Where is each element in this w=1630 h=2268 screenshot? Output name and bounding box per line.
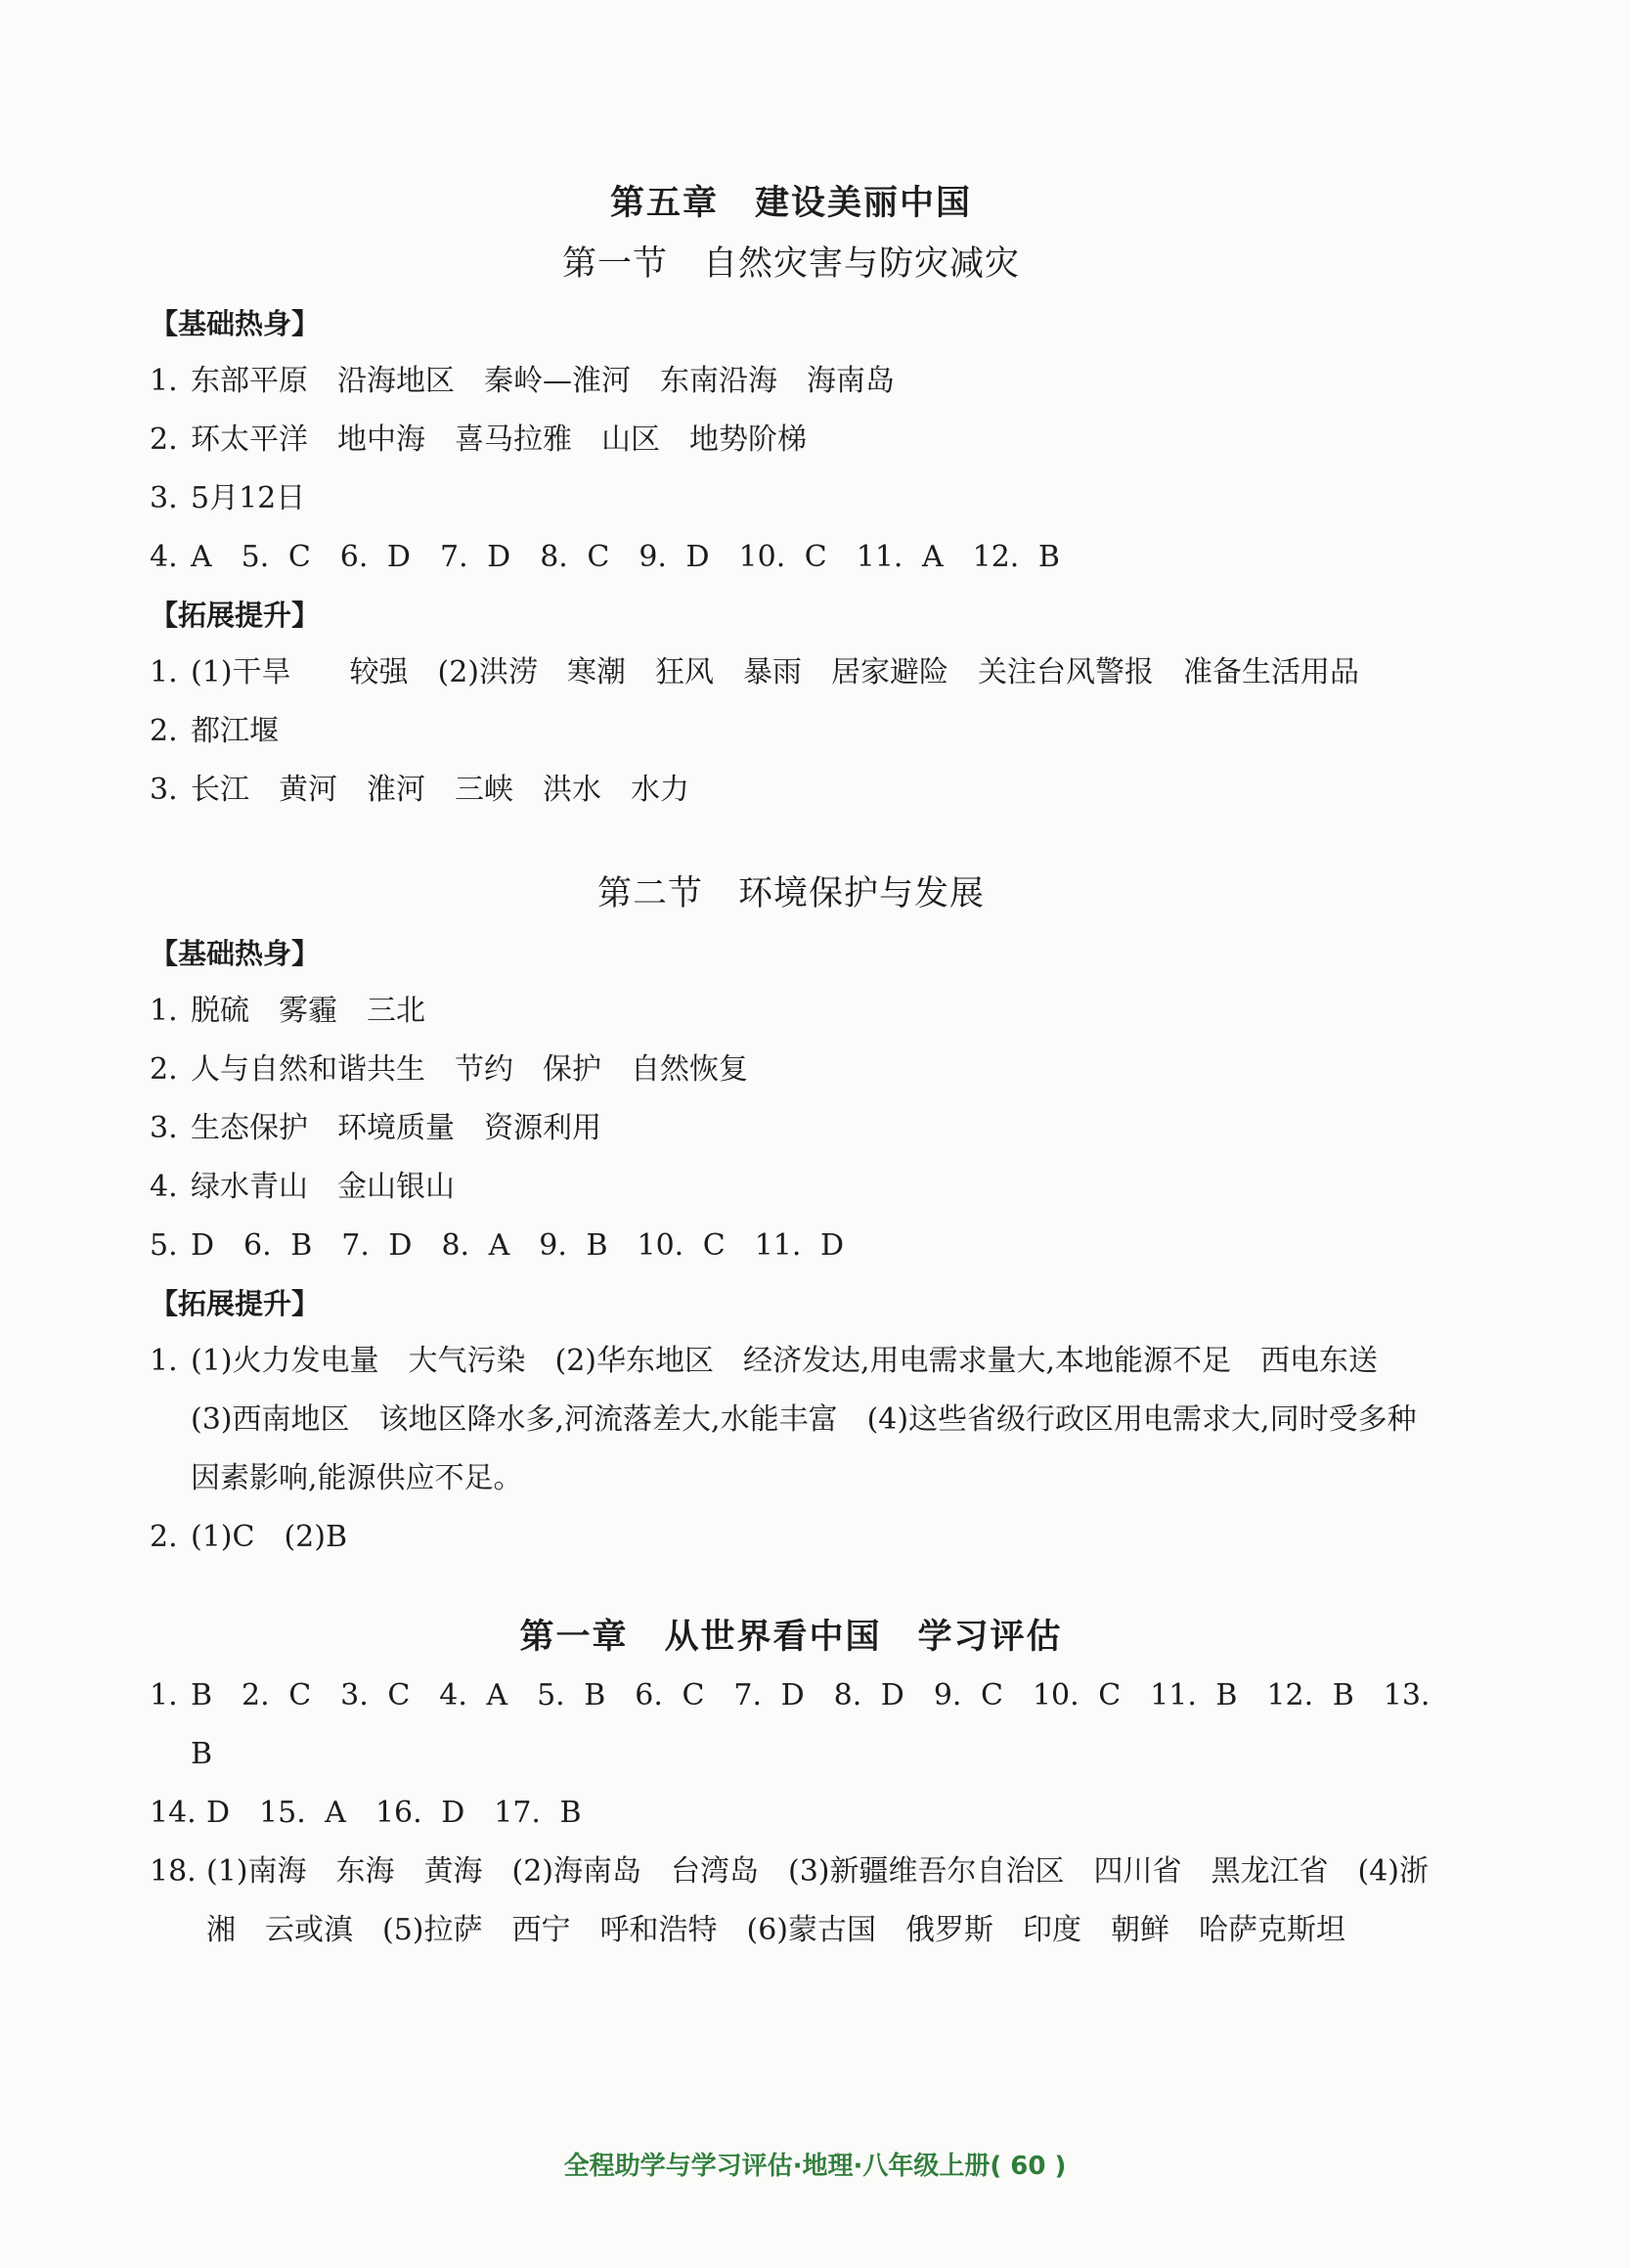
answer-content	[150, 174, 1458, 1960]
block-label-extension: 【拓展提升】	[150, 1287, 321, 1320]
answer-number: 2.	[150, 422, 178, 457]
answer-text: 生态保护 环境质量 资源利用	[191, 1111, 601, 1145]
answer-number: 4.	[150, 540, 178, 574]
answer-text: D 15. A 16. D 17. B	[206, 1796, 582, 1830]
answer-item	[150, 702, 1432, 761]
section-title: 第二节 环境保护与发展	[596, 874, 985, 913]
answer-number: 1.	[150, 364, 178, 398]
answer-text: D 6. B 7. D 8. A 9. B 10. C 11. D	[191, 1228, 844, 1263]
answer-number: 14.	[150, 1796, 197, 1830]
answer-item	[150, 1667, 1449, 1784]
answer-text: (1)火力发电量 大气污染 (2)华东地区 经济发达,用电需求量大,本地能源不足 西电东送 (3)西南地区 该地区降水多,河流落差大,水能丰富 (4)这些省级行政区用电需求大,同时受多种因素影响,能源供应不足。	[191, 1344, 1417, 1495]
spacer	[150, 1567, 1432, 1608]
answer-number: 1.	[150, 994, 178, 1028]
answer-item	[150, 1332, 1432, 1508]
answer-item	[150, 352, 1432, 411]
answer-number: 2.	[150, 1052, 178, 1087]
answer-text: (1)干旱 较强 (2)洪涝 寒潮 狂风 暴雨 居家避险 关注台风警报 准备生活用品	[191, 655, 1359, 689]
block-label-basic: 【基础热身】	[150, 307, 321, 340]
answer-text: 都江堰	[191, 714, 279, 748]
answer-list-evaluation	[150, 1667, 1458, 1960]
page-footer: 全程助学与学习评估·地理·八年级上册( 60 )	[563, 2152, 1067, 2181]
answer-number: 2.	[150, 1520, 178, 1554]
answer-item	[150, 1158, 1432, 1217]
answer-number: 3.	[150, 773, 178, 807]
spacer	[150, 820, 1432, 863]
answer-text: 东部平原 沿海地区 秦岭—淮河 东南沿海 海南岛	[191, 364, 895, 398]
answer-item	[150, 761, 1432, 820]
answer-text: 5月12日	[191, 481, 306, 515]
answer-item	[150, 1508, 1432, 1567]
answer-number: 3.	[150, 481, 178, 515]
section-title: 第一节 自然灾害与防灾减灾	[561, 245, 1020, 284]
answer-number: 5.	[150, 1228, 178, 1263]
answer-item	[150, 644, 1432, 702]
answer-list-basic	[150, 982, 1432, 1275]
block-label-basic: 【基础热身】	[150, 937, 321, 970]
answer-text: 人与自然和谐共生 节约 保护 自然恢复	[191, 1052, 748, 1087]
answer-text: (1)南海 东海 黄海 (2)海南岛 台湾岛 (3)新疆维吾尔自治区 四川省 黑龙江省 (4)浙 湘 云或滇 (5)拉萨 西宁 呼和浩特 (6)蒙古国 俄罗斯 印度 朝鲜 哈萨克斯坦	[206, 1854, 1458, 1947]
answer-item	[150, 469, 1432, 528]
answer-text: 环太平洋 地中海 喜马拉雅 山区 地势阶梯	[191, 422, 807, 457]
answer-item	[150, 1843, 1458, 1960]
block-label-extension: 【拓展提升】	[150, 599, 321, 632]
answer-item	[150, 1099, 1432, 1158]
answer-text: 绿水青山 金山银山	[191, 1170, 455, 1204]
answer-text: 长江 黄河 淮河 三峡 洪水 水力	[191, 773, 689, 807]
answer-number: 4.	[150, 1170, 178, 1204]
answer-item	[150, 411, 1432, 469]
chapter-title: 第一章 从世界看中国 学习评估	[519, 1618, 1063, 1657]
answer-number: 1.	[150, 655, 178, 689]
answer-list-extension	[150, 644, 1432, 820]
answer-number: 2.	[150, 714, 178, 748]
answer-item	[150, 1784, 1432, 1843]
answer-text: (1)C (2)B	[191, 1520, 347, 1554]
answer-number: 1.	[150, 1678, 178, 1712]
answer-item	[150, 528, 1432, 587]
answer-number: 18.	[150, 1854, 197, 1889]
answer-text: A 5. C 6. D 7. D 8. C 9. D 10. C 11. A 12. B	[191, 540, 1060, 574]
answer-item	[150, 1041, 1432, 1099]
answer-number: 1.	[150, 1344, 178, 1378]
answer-item	[150, 982, 1432, 1041]
answer-text: B 2. C 3. C 4. A 5. B 6. C 7. D 8. D 9. C 10. C 11. B 12. B 13. B	[191, 1678, 1449, 1771]
answer-list-extension	[150, 1332, 1432, 1567]
chapter-title: 第五章 建设美丽中国	[609, 184, 972, 223]
answer-text: 脱硫 雾霾 三北	[191, 994, 425, 1028]
answer-list-basic	[150, 352, 1432, 587]
answer-number: 3.	[150, 1111, 178, 1145]
answer-item	[150, 1217, 1432, 1275]
